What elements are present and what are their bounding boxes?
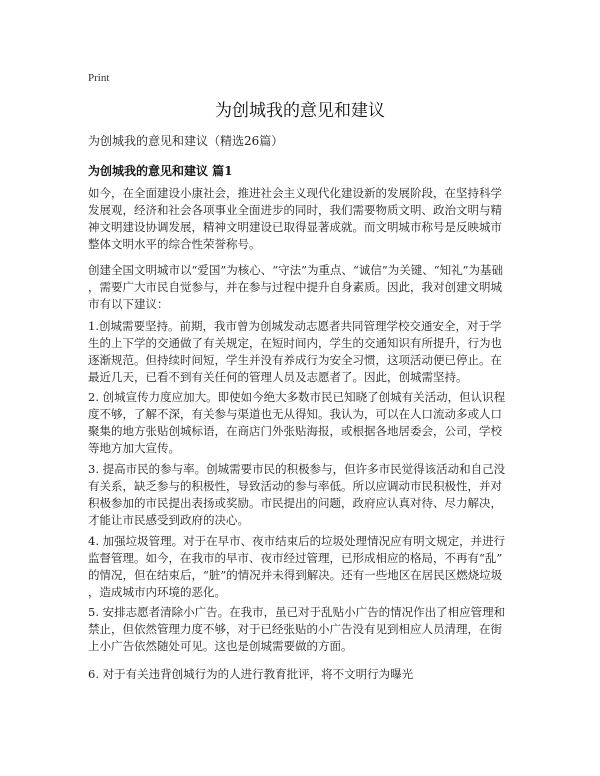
text-line: 聚集的地方张贴创城标语，在商店门外张贴海报，或根据各地居委会，公司，学校 [88,424,502,438]
paragraph-4 [88,389,520,457]
text-line: 发展观，经济和社会各项事业全面进步的同时，我们需要物质文明、政治文明与精 [88,203,502,217]
text-line: 逐渐规范。但持续时间短，学生并没有养成行为安全习惯，这项活动便已停止。在 [88,353,502,367]
text-line: 上小广告依然随处可见。这也是创城需要做的方面。 [88,639,353,653]
paragraph-1 [88,185,520,253]
print-label[interactable]: Print [88,72,110,84]
text-line: 6. 对于有关违背创城行为的人进行教育批评，将不文明行为曝光 [88,667,414,681]
text-line: 如今，在全面建设小康社会，推进社会主义现代化建设新的发展阶段，在坚持科学 [88,186,502,200]
paragraph-3 [88,318,520,386]
document-subtitle: 为创城我的意见和建议（精选26篇） [88,134,284,148]
text-line: 积极参加的市民提出表扬或奖励。市民提出的问题，政府应认真对待、尽力解决， [88,496,502,510]
text-line: 的情况，但在结束后，“脏”的情况并未得到解决。还有一些地区在居民区燃烧垃圾 [88,568,503,582]
text-line: ，需要广大市民自觉参与，并在参与过程中提升自身素质。因此，我对创建文明城 [88,280,502,294]
text-line: 禁止，但依然管理力度不够，对于已经张贴的小广告没有见到相应人员清理，在街 [88,622,502,636]
text-line: 生的上下学的交通做了有关规定，在短时间内，学生的交通知识有所提升，行为也 [88,336,502,350]
text-line: 最近几天，已看不到有关任何的管理人员及志愿者了。因此，创城需坚持。 [88,370,468,384]
text-line: 等地方加大宣传。 [88,441,180,455]
text-line: 2. 创城宣传力度应加大。即使如今绝大多数市民已知晓了创城有关活动，但认识程 [88,390,506,404]
text-line: 3. 提高市民的参与率。创城需要市民的积极参与，但许多市民觉得该活动和自己没 [88,462,506,476]
text-line: 市有以下建议： [88,297,169,311]
text-line: ，造成城市内环境的恶化。 [88,585,226,599]
text-line: 1.创城需要坚持。前期，我市曾为创城发动志愿者共同管理学校交通安全，对于学 [88,319,502,333]
page-title: 为创城我的意见和建议 [215,101,385,121]
section-heading: 为创城我的意见和建议 篇1 [88,164,233,178]
paragraph-2 [88,262,520,313]
text-line: 5. 安排志愿者清除小广告。在我市，虽已对于乱贴小广告的情况作出了相应管理和 [88,605,506,619]
paragraph-6 [88,533,520,601]
text-line: 创建全国文明城市以“爱国”为核心、“守法”为重点、“诚信”为关键、“知礼”为基础 [88,263,504,277]
paragraph-7 [88,604,520,655]
text-line: 才能让市民感受到政府的决心。 [88,513,249,527]
paragraph-8 [88,666,520,683]
text-line: 神文明建设协调发展，精神文明建设已取得显著成就。而文明城市称号是反映城市 [88,220,502,234]
text-line: 整体文明水平的综合性荣誉称号。 [88,237,261,251]
text-line: 监督管理。如今，在我市的早市、夜市经过管理，已形成相应的格局，不再有“乱” [88,551,503,565]
text-line: 度不够，了解不深，有关参与渠道也无从得知。我认为，可以在人口流动多或人口 [88,407,502,421]
text-line: 4. 加强垃圾管理。对于在早市、夜市结束后的垃圾处理情况应有明文规定，并进行 [88,534,506,548]
paragraph-5 [88,461,520,529]
text-line: 有关系，缺乏参与的积极性，导致活动的参与率低。所以应调动市民积极性，并对 [88,479,502,493]
